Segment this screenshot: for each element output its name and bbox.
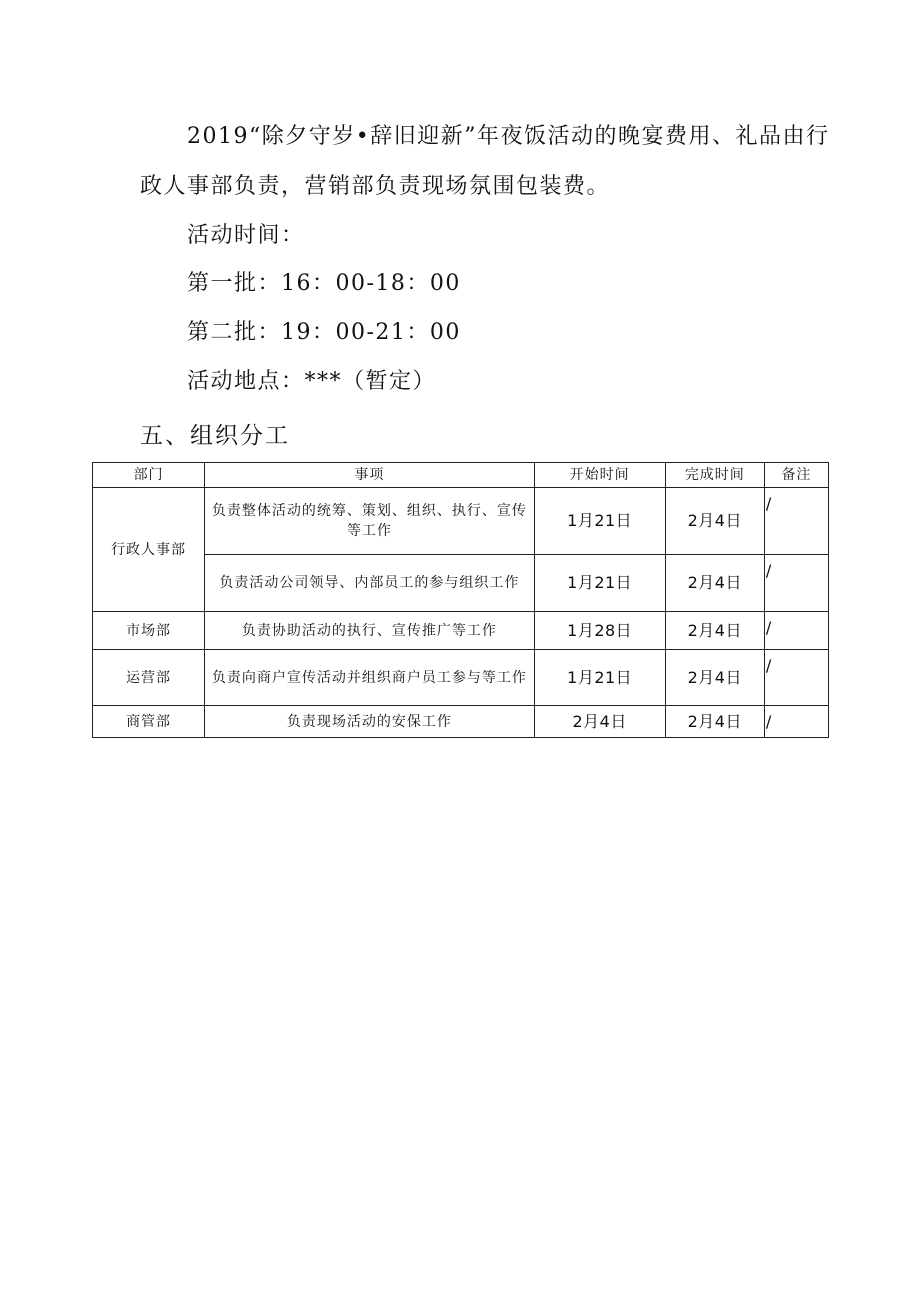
- end-date-cell: 2月4日: [665, 612, 764, 650]
- header-end-time: 完成时间: [665, 463, 764, 488]
- end-date-cell: 2月4日: [665, 706, 764, 738]
- table-header-row: [93, 463, 829, 488]
- note-cell: /: [764, 650, 828, 706]
- start-date-cell: 1月21日: [534, 555, 665, 612]
- task-cell: 负责现场活动的安保工作: [205, 706, 534, 738]
- end-date-cell: 2月4日: [665, 555, 764, 612]
- header-dept: 部门: [93, 463, 205, 488]
- dept-cell: 商管部: [93, 706, 205, 738]
- activity-time-label: 活动时间：: [187, 223, 305, 248]
- activity-location: 活动地点：***（暂定）: [187, 369, 437, 394]
- intro-paragraph-line-1: 2019“除夕守岁•辞旧迎新”年夜饭活动的晚宴费用、礼品由行: [187, 124, 830, 149]
- dept-cell: 市场部: [93, 612, 205, 650]
- task-cell: 负责活动公司领导、内部员工的参与组织工作: [205, 555, 534, 612]
- task-cell: 负责向商户宣传活动并组织商户员工参与等工作: [205, 650, 534, 706]
- header-note: 备注: [764, 463, 828, 488]
- start-date-cell: 2月4日: [534, 706, 665, 738]
- header-start-time: 开始时间: [534, 463, 665, 488]
- start-date-cell: 1月28日: [534, 612, 665, 650]
- batch-1-time: 第一批：16：00-18：00: [187, 271, 461, 296]
- batch-2-time: 第二批：19：00-21：00: [187, 320, 461, 345]
- task-cell: 负责协助活动的执行、宣传推广等工作: [205, 612, 534, 650]
- header-task: 事项: [205, 463, 534, 488]
- intro-paragraph-line-2: 政人事部负责，营销部负责现场氛围包装费。: [140, 174, 611, 199]
- end-date-cell: 2月4日: [665, 488, 764, 555]
- dept-cell: 行政人事部: [93, 488, 205, 612]
- section-heading-organization: 五、组织分工: [140, 423, 290, 449]
- start-date-cell: 1月21日: [534, 650, 665, 706]
- table-row: [93, 612, 829, 650]
- start-date-cell: 1月21日: [534, 488, 665, 555]
- division-of-labor-table: [92, 462, 829, 738]
- note-cell: /: [764, 488, 828, 555]
- table-row: [93, 650, 829, 706]
- note-cell: /: [764, 555, 828, 612]
- end-date-cell: 2月4日: [665, 650, 764, 706]
- table-row: [93, 706, 829, 738]
- table-row: [93, 488, 829, 555]
- note-cell: /: [764, 612, 828, 650]
- note-cell: /: [764, 706, 828, 738]
- task-cell: 负责整体活动的统筹、策划、组织、执行、宣传等工作: [205, 488, 534, 555]
- dept-cell: 运营部: [93, 650, 205, 706]
